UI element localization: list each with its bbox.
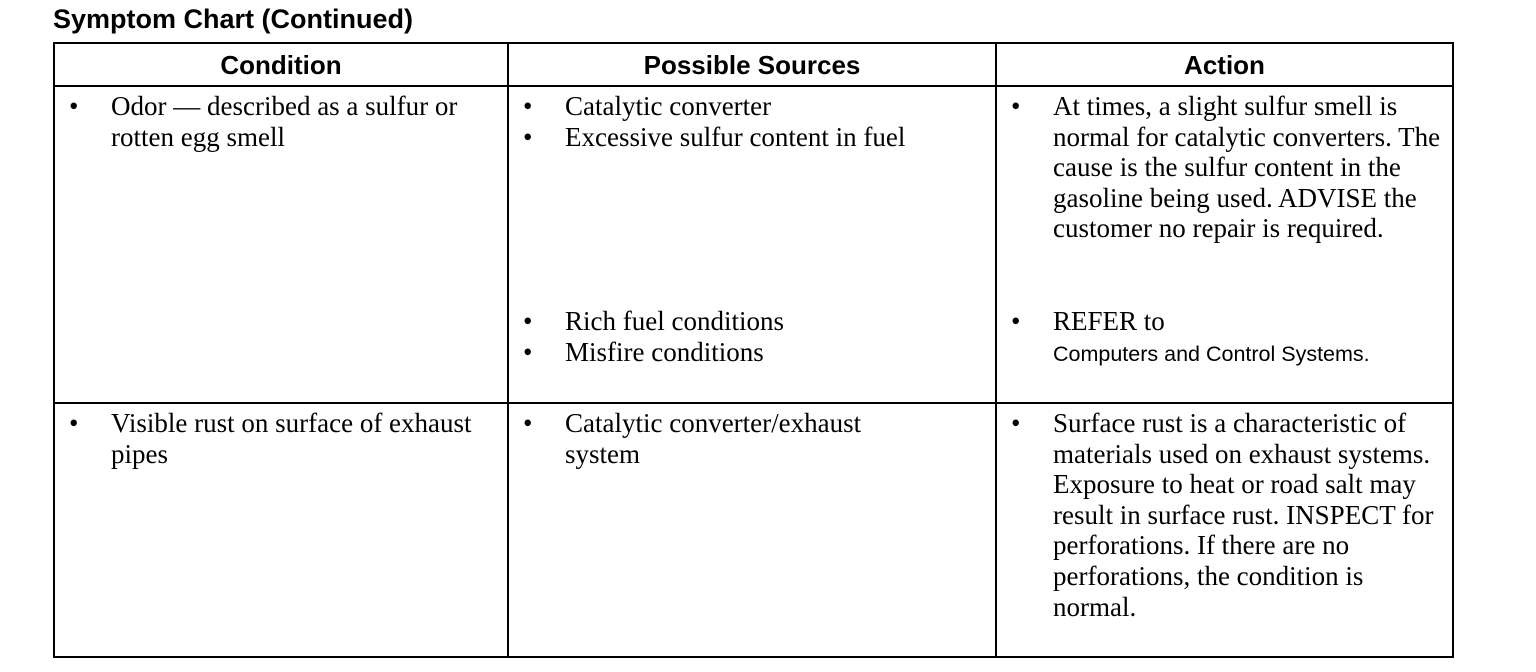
bullet: •	[523, 121, 533, 152]
condition-text: Visible rust on surface of exhaust pipes	[111, 408, 472, 469]
manual-reference: Computers and Control Systems.	[1053, 341, 1370, 366]
list-item	[509, 91, 929, 122]
list-item	[997, 91, 1447, 244]
action-text: REFER to	[1053, 306, 1165, 336]
list-item	[509, 306, 929, 337]
list-item	[55, 408, 490, 469]
condition-text: Odor — described as a sulfur or rotten egg smell	[111, 91, 458, 152]
list-item	[55, 91, 490, 152]
row-1-sources-b	[509, 306, 929, 367]
list-item	[509, 408, 929, 469]
action-text: At times, a slight sulfur smell is normal for catalytic converters. The cause is the sulfur content in the gasoline being used. ADVISE the customer no repair is required.	[1053, 91, 1441, 244]
bullet: •	[69, 408, 79, 438]
column-header-action: Action	[1184, 49, 1265, 80]
row-2-sources	[509, 408, 929, 469]
column-header-possible-sources: Possible Sources	[643, 49, 861, 80]
row-2-action	[997, 408, 1447, 622]
row-1-action-a	[997, 91, 1447, 244]
bullet: •	[523, 91, 533, 121]
list-item	[509, 122, 929, 153]
row-1-sources-a	[509, 91, 929, 152]
bullet: •	[1011, 306, 1021, 336]
row-2-condition	[55, 408, 490, 469]
bullet: •	[1011, 408, 1021, 438]
source-text: Misfire conditions	[565, 336, 764, 367]
bullet: •	[523, 306, 533, 336]
bullet: •	[523, 408, 533, 438]
list-item	[997, 306, 1447, 369]
source-text: Rich fuel conditions	[565, 306, 784, 336]
list-item	[997, 408, 1447, 622]
bullet: •	[1011, 91, 1021, 121]
source-text: Excessive sulfur content in fuel	[565, 121, 906, 152]
source-text: Catalytic converter/exhaust system	[565, 408, 862, 469]
bullet: •	[523, 336, 533, 367]
page-title: Symptom Chart (Continued)	[53, 4, 413, 34]
list-item	[509, 337, 929, 368]
bullet: •	[69, 91, 79, 121]
source-text: Catalytic converter	[565, 91, 772, 121]
row-1-condition	[55, 91, 490, 152]
row-divider	[55, 402, 1452, 404]
action-text: Surface rust is a characteristic of materials used on exhaust systems. Exposure to heat or road salt may result in surface rust. INSPECT for perforations. If there are no perforations, the condition is normal.	[1053, 408, 1434, 622]
row-1-action-b	[997, 306, 1447, 369]
symptom-table	[53, 42, 1454, 658]
column-header-condition: Condition	[220, 49, 342, 80]
